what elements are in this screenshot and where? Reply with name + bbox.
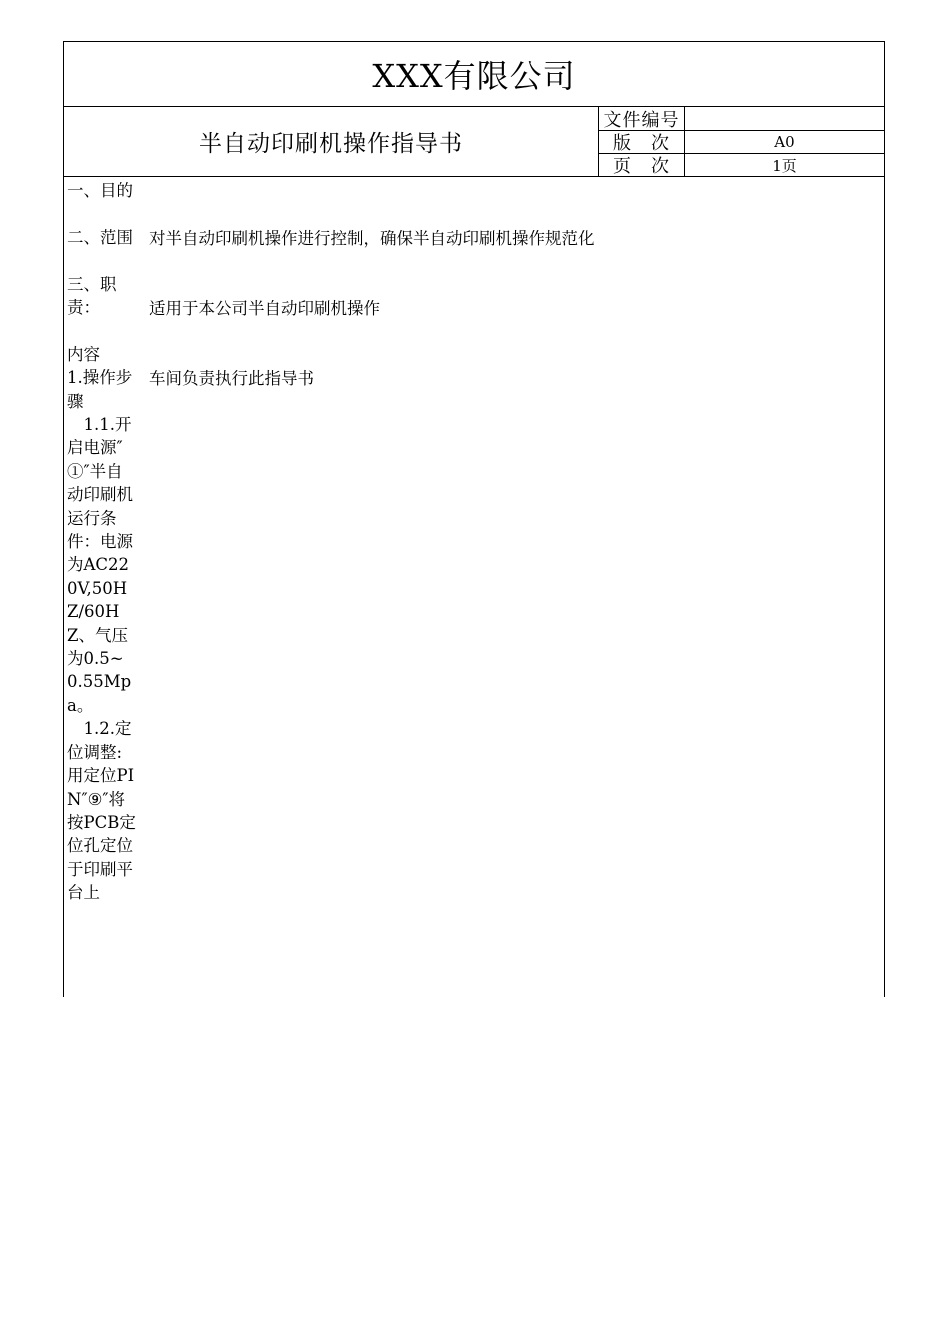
meta-value: 1页	[772, 156, 797, 175]
meta-value: A0	[774, 133, 795, 151]
scope-text: 适用于本公司半自动印刷机操作	[149, 299, 380, 318]
company-name: XXX有限公司	[64, 42, 884, 107]
section-heading-steps: 1.操作步骤	[67, 368, 133, 411]
purpose-text: 对半自动印刷机操作进行控制，确保半自动印刷机操作规范化	[149, 229, 595, 248]
meta-label: 页 次	[599, 154, 685, 176]
step-1-2: 1.2.定位调整:用定位PIN″⑨″将按PCB定位孔定位于印刷平台上	[67, 719, 136, 903]
title-bar	[64, 107, 884, 177]
document-frame	[63, 41, 885, 997]
meta-label: 版 次	[599, 131, 685, 153]
document-title: 半自动印刷机操作指导书	[199, 131, 463, 157]
section-heading-content: 内容	[67, 344, 100, 364]
section-heading-responsibility: 三、职责：	[67, 274, 117, 317]
meta-label: 文件编号	[599, 107, 685, 130]
left-column	[67, 179, 137, 905]
meta-row-page	[599, 153, 884, 176]
meta-row-doc-number	[599, 107, 884, 130]
responsibility-text: 车间负责执行此指导书	[149, 369, 314, 388]
meta-row-version	[599, 130, 884, 153]
step-1-1: 1.1.开启电源″①″半自动印刷机运行条件：电源为AC220V,50HZ/60HZ、气压为0.5~0.55Mpa。	[67, 415, 133, 715]
meta-value	[685, 107, 884, 130]
section-heading-scope: 二、范围	[67, 227, 133, 247]
document-body	[64, 177, 884, 997]
section-heading-purpose: 一、目的	[67, 181, 133, 200]
document-meta-table	[598, 107, 884, 176]
